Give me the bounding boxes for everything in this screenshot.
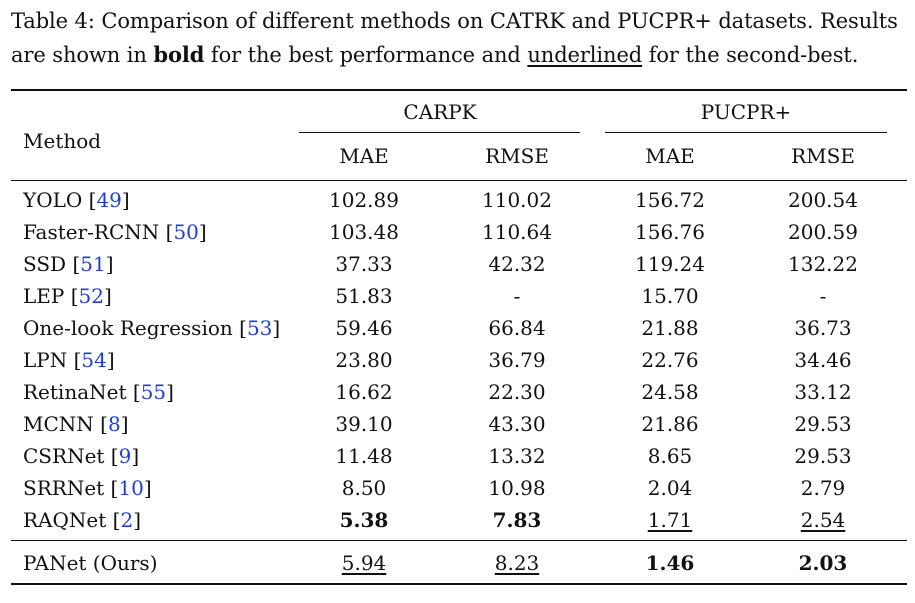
ours-carpk-rmse: 8.23: [494, 551, 540, 575]
table-cell-value: 36.73: [794, 316, 852, 340]
table-cell-value: 29.53: [794, 444, 852, 468]
citation-link[interactable]: 10: [118, 476, 144, 500]
method-name: SRRNet: [23, 476, 105, 500]
citation-link[interactable]: 2: [120, 508, 134, 532]
table-cell-value: 156.76: [635, 220, 705, 244]
caption-suffix: for the second-best.: [642, 43, 859, 67]
table-cell-value: 10.98: [488, 476, 546, 500]
citation-link[interactable]: 49: [96, 188, 122, 212]
table-cell-value: 21.86: [641, 412, 699, 436]
table-row-method: SRRNet [10]: [23, 476, 152, 500]
table-cell-value: 24.58: [641, 380, 699, 404]
method-name: RAQNet: [23, 508, 107, 532]
method-name: SSD: [23, 252, 67, 276]
caption-underline-word: underlined: [527, 43, 643, 67]
table-cell-value: 51.83: [335, 284, 393, 308]
method-name: MCNN: [23, 412, 94, 436]
table-cell-value: 39.10: [335, 412, 393, 436]
table-cell-value: 1.71: [647, 508, 693, 532]
table-row-method: CSRNet [9]: [23, 444, 140, 468]
carpk-group-rule: [299, 132, 580, 133]
table-cell-value: 103.48: [329, 220, 399, 244]
top-rule: [11, 89, 907, 91]
method-name: One-look Regression: [23, 316, 233, 340]
citation-link[interactable]: 51: [80, 252, 106, 276]
method-name: CSRNet: [23, 444, 105, 468]
table-row-method: One-look Regression [53]: [23, 316, 281, 340]
citation-link[interactable]: 53: [246, 316, 273, 340]
ours-carpk-mae: 5.94: [341, 551, 387, 575]
table-cell-value: 22.76: [641, 348, 699, 372]
ours-separator-rule: [11, 540, 907, 541]
table-cell-value: 7.83: [492, 508, 542, 532]
table-cell-value: 33.12: [794, 380, 852, 404]
table-cell-value: 8.50: [341, 476, 387, 500]
table-cell-value: 110.02: [482, 188, 552, 212]
table-cell-value: 22.30: [488, 380, 546, 404]
table-cell-value: 36.79: [488, 348, 546, 372]
table-cell-value: 110.64: [482, 220, 552, 244]
table-cell-value: 2.79: [800, 476, 846, 500]
table-cell-value: 29.53: [794, 412, 852, 436]
table-cell-value: -: [819, 284, 827, 308]
table-cell-value: 11.48: [335, 444, 393, 468]
citation-link[interactable]: 8: [107, 412, 121, 436]
table-cell-value: 8.65: [647, 444, 693, 468]
method-name: LEP: [23, 284, 65, 308]
table-cell-value: 200.59: [788, 220, 858, 244]
table-cell-value: 13.32: [488, 444, 546, 468]
table-cell-value: 2.04: [647, 476, 693, 500]
table-cell-value: -: [513, 284, 521, 308]
table-cell-value: 59.46: [335, 316, 393, 340]
method-name: YOLO: [23, 188, 83, 212]
ours-pucpr-rmse: 2.03: [798, 551, 848, 575]
col-header-carpk-rmse: RMSE: [485, 144, 549, 168]
ours-pucpr-mae: 1.46: [645, 551, 695, 575]
table-row-method: YOLO [49]: [23, 188, 130, 212]
pucpr-header: PUCPR+: [700, 100, 792, 124]
citation-link[interactable]: 54: [81, 348, 107, 372]
table-row-method: RetinaNet [55]: [23, 380, 174, 404]
caption-prefix: Table 4: Comparison of different methods on CATRK and PUCPR+ datasets. Results are shown in: [11, 9, 898, 67]
citation-link[interactable]: 55: [140, 380, 167, 404]
table-cell-value: 34.46: [794, 348, 852, 372]
header-rule: [11, 180, 907, 181]
caption-bold-word: bold: [153, 42, 205, 67]
table-cell-value: 102.89: [329, 188, 399, 212]
table-cell-value: 15.70: [641, 284, 699, 308]
table-cell-value: 43.30: [488, 412, 546, 436]
table-cell-value: 23.80: [335, 348, 393, 372]
method-name: LPN: [23, 348, 68, 372]
col-header-pucpr-rmse: RMSE: [791, 144, 855, 168]
method-name: RetinaNet: [23, 380, 127, 404]
table-cell-value: 119.24: [635, 252, 705, 276]
pucpr-group-rule: [605, 132, 887, 133]
table-row-method: LPN [54]: [23, 348, 115, 372]
table-cell-value: 156.72: [635, 188, 705, 212]
col-header-carpk-mae: MAE: [339, 144, 389, 168]
table-cell-value: 132.22: [788, 252, 858, 276]
ours-method-name: PANet (Ours): [23, 551, 158, 575]
table-row-method: Faster-RCNN [50]: [23, 220, 207, 244]
table-row-method: LEP [52]: [23, 284, 112, 308]
table-cell-value: 21.88: [641, 316, 699, 340]
table-row-method: SSD [51]: [23, 252, 114, 276]
caption-middle: for the best performance and: [204, 43, 528, 67]
bottom-rule: [11, 583, 907, 585]
table-cell-value: 2.54: [800, 508, 846, 532]
table-cell-value: 42.32: [488, 252, 546, 276]
citation-link[interactable]: 52: [78, 284, 104, 308]
citation-link[interactable]: 50: [173, 220, 199, 244]
method-header: Method: [23, 129, 102, 153]
table-cell-value: 5.38: [339, 508, 389, 532]
col-header-pucpr-mae: MAE: [645, 144, 695, 168]
table-cell-value: 37.33: [335, 252, 393, 276]
carpk-header: CARPK: [403, 100, 477, 124]
table-row-method: MCNN [8]: [23, 412, 129, 436]
table-cell-value: 200.54: [788, 188, 858, 212]
table-cell-value: 66.84: [488, 316, 546, 340]
table-caption: [11, 4, 906, 72]
table-cell-value: 16.62: [335, 380, 393, 404]
method-name: Faster-RCNN: [23, 220, 160, 244]
table-row-method: RAQNet [2]: [23, 508, 141, 532]
citation-link[interactable]: 9: [118, 444, 132, 468]
